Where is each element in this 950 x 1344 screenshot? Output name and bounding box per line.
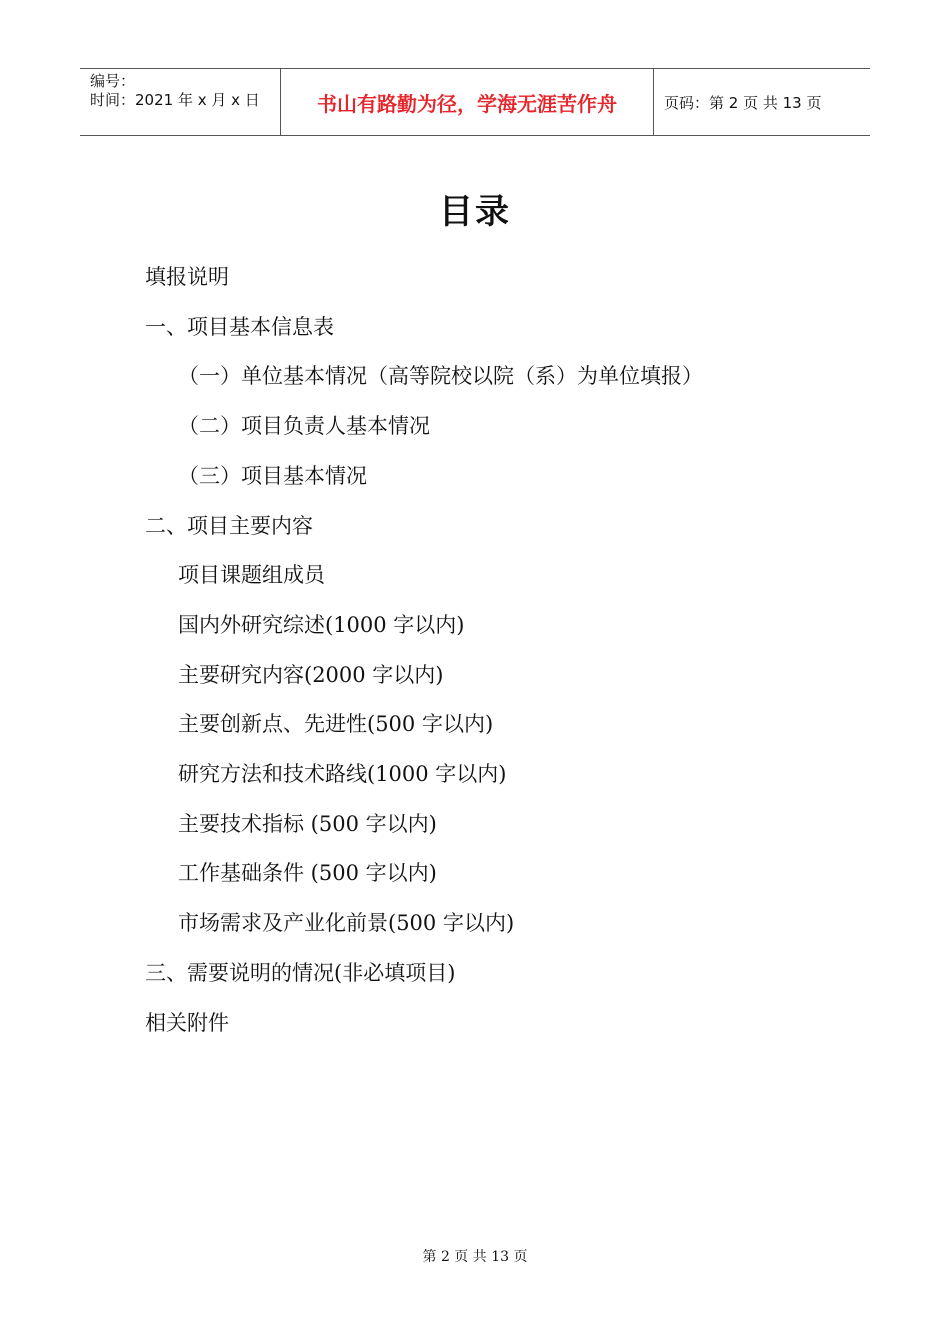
toc-item: 二、项目主要内容 [145, 513, 313, 538]
page-footer: 第 2 页 共 13 页 [422, 1249, 528, 1265]
document-number: 编号： [90, 72, 136, 90]
toc-item: 国内外研究综述(1000 字以内) [178, 612, 465, 637]
toc-item: （三）项目基本情况 [178, 463, 367, 488]
document-date: 时间：2021 年 x 月 x 日 [90, 91, 260, 109]
toc-item: （二）项目负责人基本情况 [178, 414, 430, 439]
toc-item: 项目课题组成员 [178, 563, 325, 588]
header-page-info: 页码：第 2 页 共 13 页 [664, 93, 822, 112]
toc-item: （一）单位基本情况（高等院校以院（系）为单位填报） [178, 364, 703, 389]
toc-item: 三、需要说明的情况(非必填项目) [145, 960, 456, 985]
toc-item: 主要技术指标 (500 字以内) [178, 811, 437, 836]
toc-item: 一、项目基本信息表 [145, 314, 334, 339]
toc-item: 填报说明 [145, 265, 229, 289]
page-header [80, 68, 870, 136]
toc-item: 主要创新点、先进性(500 字以内) [178, 712, 494, 737]
toc-item: 主要研究内容(2000 字以内) [178, 662, 444, 687]
header-meta [80, 69, 281, 135]
page-title: 目录 [439, 192, 511, 232]
toc-item: 市场需求及产业化前景(500 字以内) [178, 911, 515, 936]
toc-item: 工作基础条件 (500 字以内) [178, 861, 437, 886]
toc-item: 研究方法和技术路线(1000 字以内) [178, 762, 507, 786]
toc-item: 相关附件 [145, 1010, 229, 1035]
header-motto: 书山有路勤为径，学海无涯苦作舟 [281, 69, 654, 135]
